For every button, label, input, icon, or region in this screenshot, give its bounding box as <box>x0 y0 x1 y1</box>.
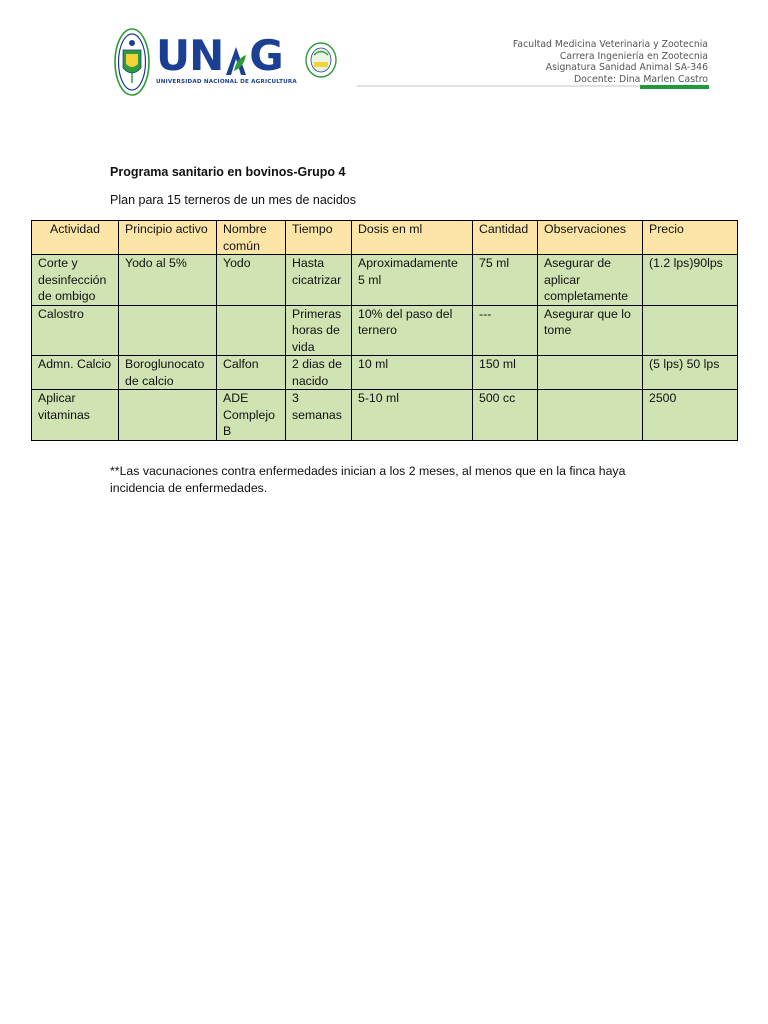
table-cell: ADE Complejo B <box>217 390 286 441</box>
table-row <box>32 305 738 356</box>
table-cell <box>119 305 217 356</box>
table-cell: 3 semanas <box>286 390 352 441</box>
document-subtitle: Plan para 15 terneros de un mes de nacidos <box>110 193 356 207</box>
table-cell: 10% del paso del ternero <box>352 305 473 356</box>
header-accent-bar <box>640 85 709 89</box>
course-line: Asignatura Sanidad Animal SA-346 <box>545 62 708 73</box>
teacher-line: Docente: Dina Marlen Castro <box>574 73 708 85</box>
table-cell: 150 ml <box>473 356 538 390</box>
fmvz-logo <box>305 42 337 78</box>
table-cell: 10 ml <box>352 356 473 390</box>
column-header: Tiempo <box>286 221 352 255</box>
table-cell: Aplicar vitaminas <box>32 390 119 441</box>
column-header: Dosis en ml <box>352 221 473 255</box>
brand-subtitle: UNIVERSIDAD NACIONAL DE AGRICULTURA <box>156 79 297 85</box>
table-cell: 2 dias de nacido <box>286 356 352 390</box>
letterhead <box>0 0 768 110</box>
faculty-info <box>513 39 708 85</box>
vaccination-note: **Las vacunaciones contra enfermedades inician a los 2 meses, al menos que en la finca haya incidencia de enfermedades. <box>110 464 626 495</box>
table-cell: Calostro <box>32 305 119 356</box>
column-header: Cantidad <box>473 221 538 255</box>
table-cell <box>538 356 643 390</box>
table-cell: Yodo al 5% <box>119 255 217 306</box>
table-cell: Corte y desinfección de ombigo <box>32 255 119 306</box>
sanitary-plan-table <box>31 220 738 441</box>
table-cell: Asegurar que lo tome <box>538 305 643 356</box>
table-row <box>32 390 738 441</box>
table-cell: Hasta cicatrizar <box>286 255 352 306</box>
leaf-a-icon <box>224 45 248 75</box>
brand-name-start: UN <box>156 31 224 80</box>
table-cell <box>643 305 738 356</box>
table-cell <box>119 390 217 441</box>
table-cell: 2500 <box>643 390 738 441</box>
brand-title <box>156 31 297 80</box>
table-cell: Aproximadamente 5 ml <box>352 255 473 306</box>
table-cell: Asegurar de aplicar completamente <box>538 255 643 306</box>
table-cell: Admn. Calcio <box>32 356 119 390</box>
table-cell <box>217 305 286 356</box>
table-cell: Calfon <box>217 356 286 390</box>
table-cell: 5-10 ml <box>352 390 473 441</box>
table-row <box>32 255 738 306</box>
table-cell: 75 ml <box>473 255 538 306</box>
table-cell: (1.2 lps)90lps <box>643 255 738 306</box>
table-cell: (5 lps) 50 lps <box>643 356 738 390</box>
table-cell: Boroglunocato de calcio <box>119 356 217 390</box>
brand-name-end: G <box>249 31 283 80</box>
career-line: Carrera Ingeniería en Zootecnia <box>559 50 708 62</box>
column-header: Precio <box>643 221 738 255</box>
table-header-row <box>32 221 738 255</box>
column-header: Nombre común <box>217 221 286 255</box>
unag-seal-logo <box>114 28 150 96</box>
table-cell <box>538 390 643 441</box>
table-cell: 500 cc <box>473 390 538 441</box>
unag-wordmark <box>156 31 297 85</box>
table-row <box>32 356 738 390</box>
table-cell: Primeras horas de vida <box>286 305 352 356</box>
document-title: Programa sanitario en bovinos-Grupo 4 <box>110 165 346 179</box>
table-cell: Yodo <box>217 255 286 306</box>
faculty-line: Facultad Medicina Veterinaria y Zootecnia <box>512 39 708 50</box>
column-header: Actividad <box>32 221 119 255</box>
column-header: Observaciones <box>538 221 643 255</box>
column-header: Principio activo <box>119 221 217 255</box>
table-cell: --- <box>473 305 538 356</box>
